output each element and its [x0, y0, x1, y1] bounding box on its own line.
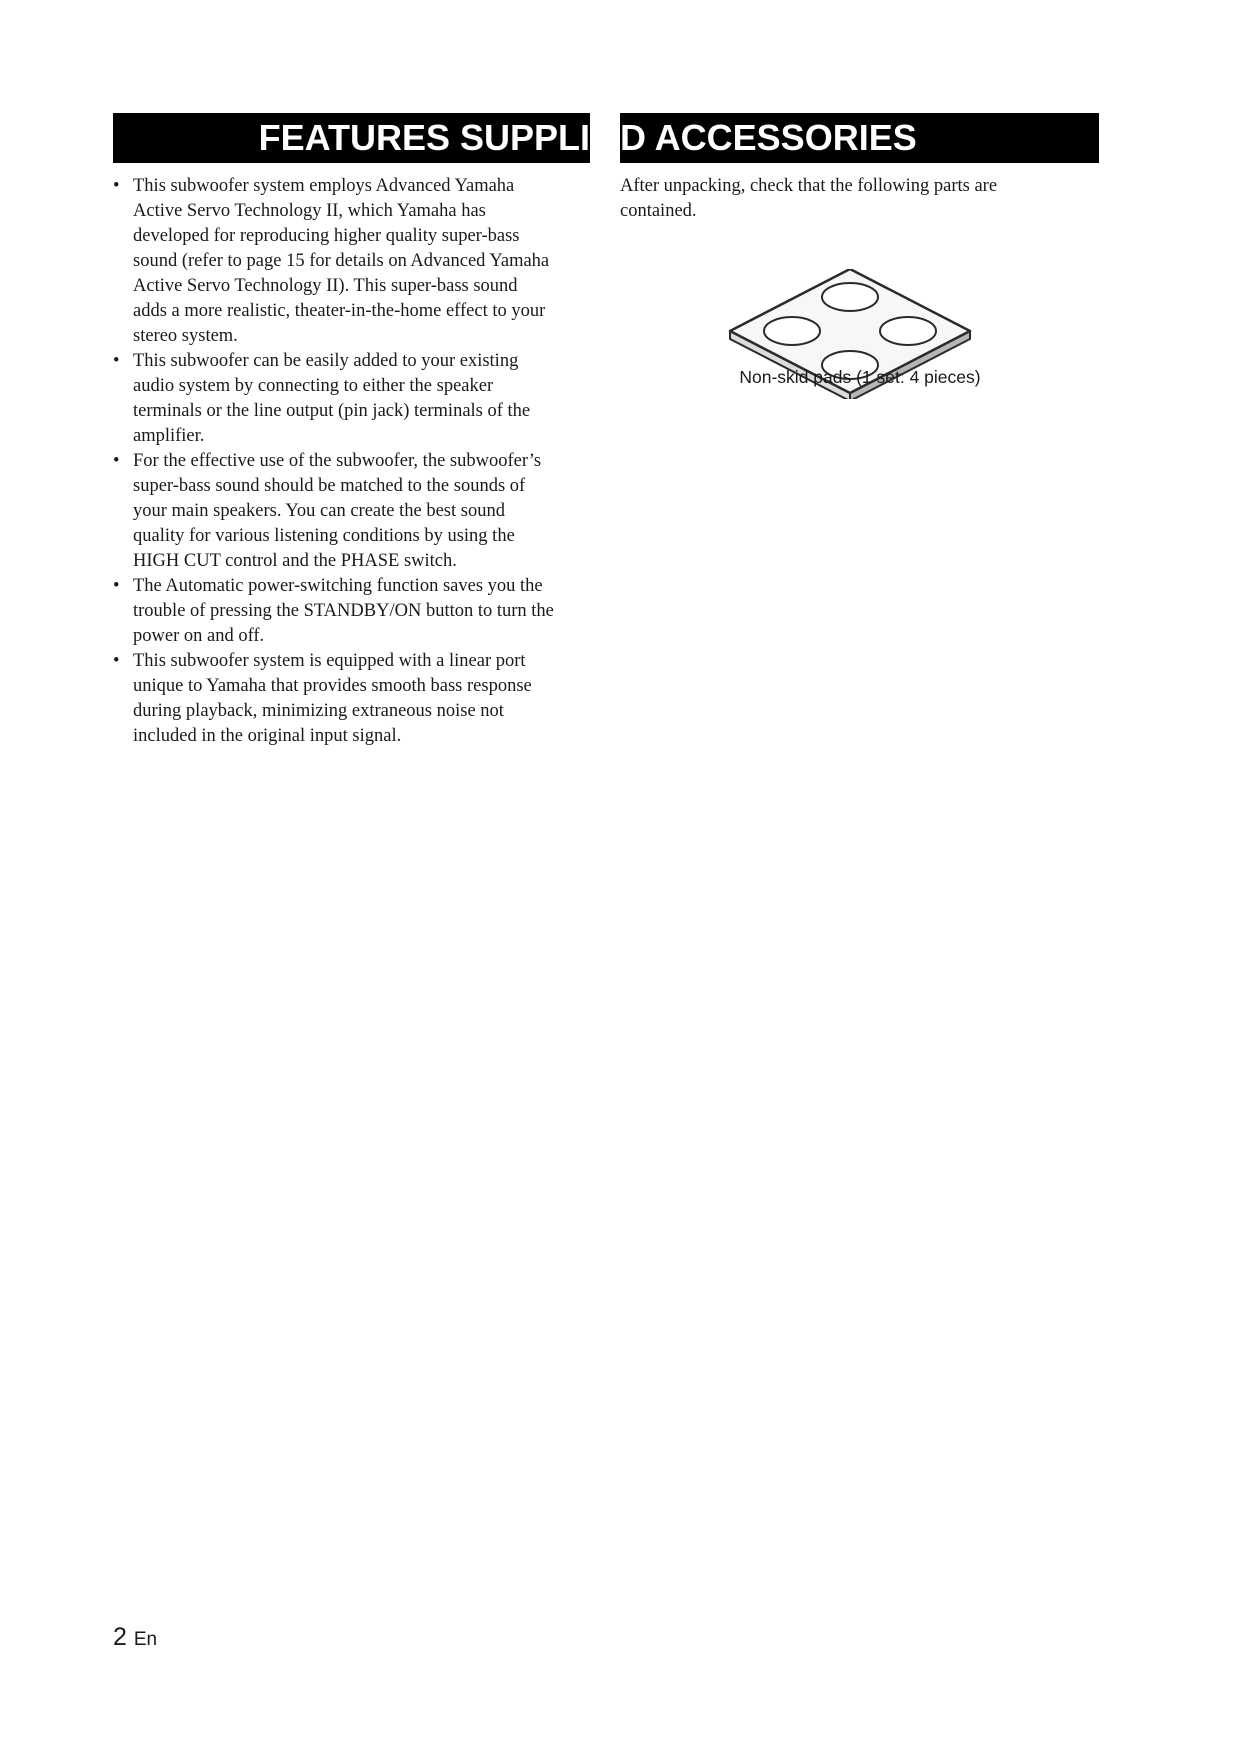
feature-item [113, 574, 593, 649]
feature-line: super-bass sound should be matched to the sounds of [133, 476, 526, 496]
section-title-right-bar [620, 113, 1099, 163]
feature-line: The Automatic power-switching function saves you the [133, 576, 543, 596]
feature-line: unique to Yamaha that provides smooth bass response [133, 676, 532, 696]
feature-line: adds a more realistic, theater-in-the-home effect to your [133, 301, 546, 321]
intro-line: contained. [620, 201, 697, 221]
features-column [113, 174, 593, 749]
page-number [113, 1622, 157, 1655]
feature-line: audio system by connecting to either the speaker [133, 376, 494, 396]
feature-line: developed for reproducing higher quality super-bass [133, 226, 520, 246]
feature-item [113, 449, 593, 574]
feature-line: terminals or the line output (pin jack) terminals of the [133, 401, 531, 421]
feature-line: sound (refer to page 15 for details on Advanced Yamaha [133, 251, 550, 271]
feature-item [113, 174, 593, 349]
feature-line: Active Servo Technology II). This super-bass sound [133, 276, 518, 296]
feature-line: This subwoofer system employs Advanced Yamaha [133, 176, 515, 196]
accessories-column [620, 174, 1060, 387]
accessories-intro [620, 174, 1060, 224]
bullet-marker: • [113, 351, 120, 371]
section-title-left-bar [113, 113, 590, 163]
feature-line: quality for various listening conditions by using the [133, 526, 515, 546]
page-language: En [133, 1629, 158, 1650]
feature-line: included in the original input signal. [133, 726, 402, 746]
section-title-right: D ACCESSORIES [620, 117, 917, 158]
bullet-marker: • [113, 651, 120, 671]
feature-line: trouble of pressing the STANDBY/ON button to turn the [133, 601, 554, 621]
feature-item [113, 349, 593, 449]
feature-item [113, 649, 593, 749]
feature-line: stereo system. [133, 326, 238, 346]
feature-line: HIGH CUT control and the PHASE switch. [133, 551, 457, 571]
page-number-value: 2 [113, 1623, 127, 1651]
non-skid-pads-caption: Non-skid pads (1 set: 4 pieces) [739, 367, 981, 387]
section-title-left: FEATURES SUPPLI [258, 117, 590, 158]
feature-line: power on and off. [133, 626, 265, 646]
bullet-marker: • [113, 576, 120, 596]
feature-line: Active Servo Technology II, which Yamaha has [133, 201, 486, 221]
bullet-marker: • [113, 176, 120, 196]
bullet-marker: • [113, 451, 120, 471]
feature-line: amplifier. [133, 426, 205, 446]
feature-line: your main speakers. You can create the best sound [133, 501, 505, 521]
feature-line: during playback, minimizing extraneous noise not [133, 701, 504, 721]
feature-line: For the effective use of the subwoofer, the subwoofer’s [133, 451, 542, 471]
feature-line: This subwoofer can be easily added to your existing [133, 351, 519, 371]
intro-line: After unpacking, check that the following parts are [620, 176, 998, 196]
feature-line: This subwoofer system is equipped with a linear port [133, 651, 526, 671]
features-list [113, 174, 593, 749]
